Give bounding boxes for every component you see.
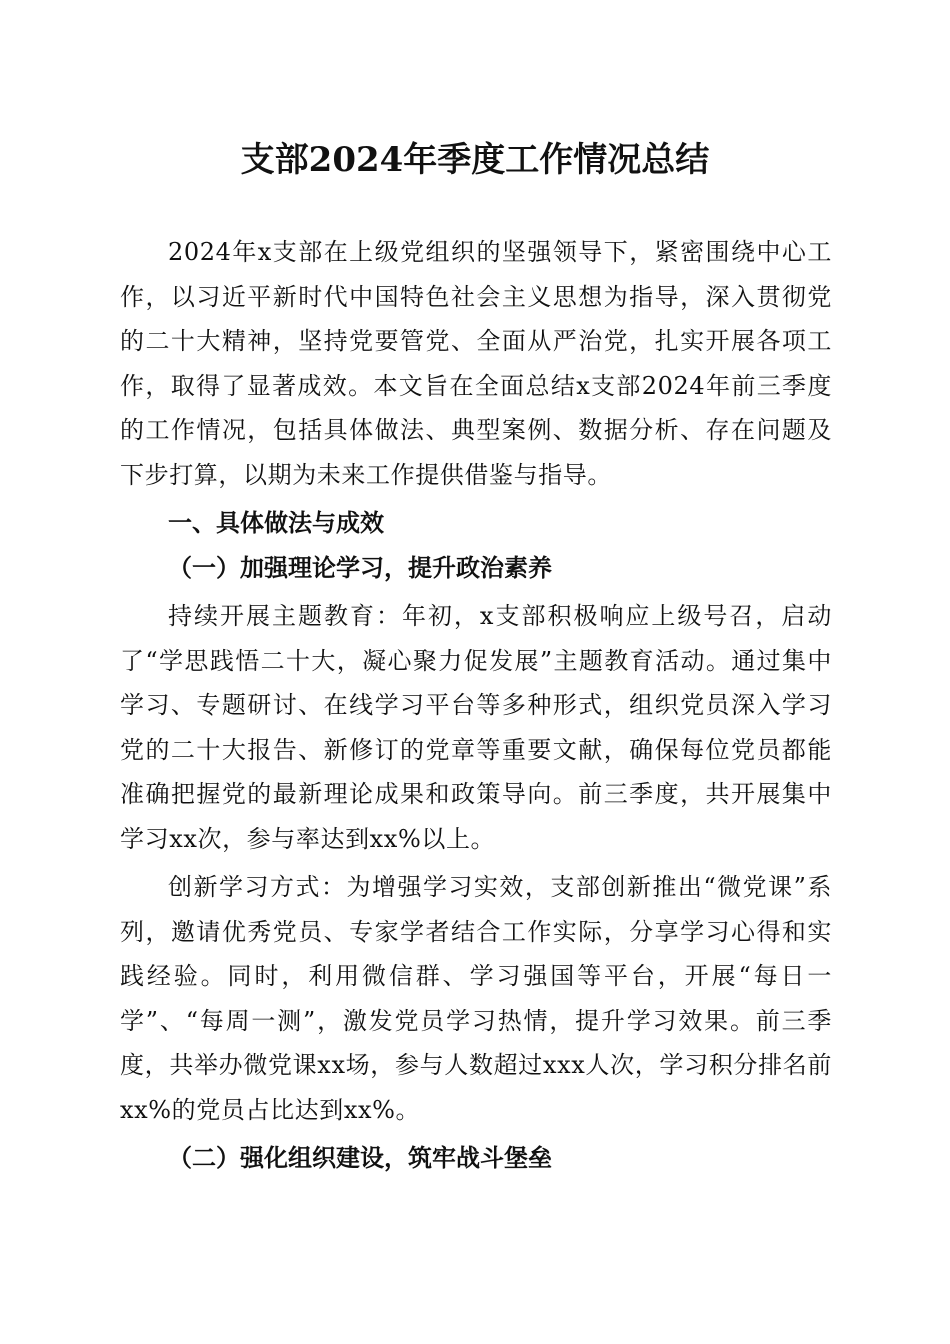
document-title: 支部2024年季度工作情况总结 (240, 140, 710, 180)
subsection-heading-1: （一）加强理论学习，提升政治素养 (168, 552, 552, 582)
theme-education-paragraph: 持续开展主题教育：年初，x支部积极响应上级号召，启动了“学思践悟二十大，凝心聚力促发展”主题教育活动。通过集中学习、专题研讨、在线学习平台等多种形式，组织党员深入学习党的二十大报告、新修订的党章等重要文献，确保每位党员都能准确把握党的最新理论成果和政策导向。前三季度，共开展集中学习xx次，参与率达到xx%以上。 (120, 602, 832, 853)
innovation-paragraph: 创新学习方式：为增强学习实效，支部创新推出“微党课”系列，邀请优秀党员、专家学者结合工作实际，分享学习心得和实践经验。同时，利用微信群、学习强国等平台，开展“每日一学”、“每周一测”，激发党员学习热情，提升学习效果。前三季度，共举办微党课xx场，参与人数超过xxx人次，学习积分排名前xx%的党员占比达到xx%。 (120, 873, 832, 1124)
section-heading-1: 一、具体做法与成效 (168, 509, 384, 537)
document-body (120, 230, 832, 1181)
subsection-heading-2: （二）强化组织建设，筑牢战斗堡垒 (168, 1143, 552, 1172)
intro-paragraph: 2024年x支部在上级党组织的坚强领导下，紧密围绕中心工作，以习近平新时代中国特色社会主义思想为指导，深入贯彻党的二十大精神，坚持党要管党、全面从严治党，扎实开展各项工作，取得了显著成效。本文旨在全面总结x支部2024年前三季度的工作情况，包括具体做法、典型案例、数据分析、存在问题及下步打算，以期为未来工作提供借鉴与指导。 (120, 238, 832, 489)
